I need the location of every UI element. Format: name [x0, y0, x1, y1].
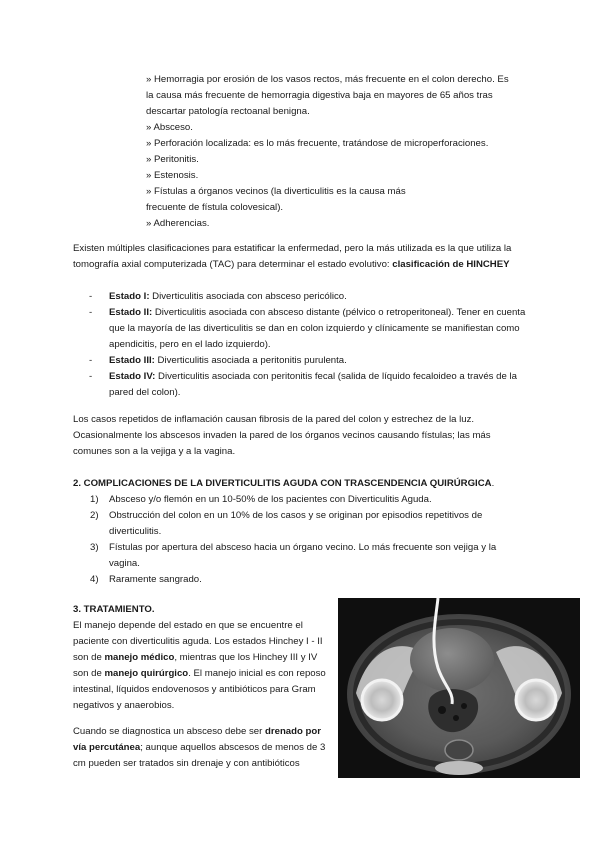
- item-number: 2): [90, 510, 99, 521]
- list-item: [73, 305, 528, 353]
- sacrum: [435, 761, 483, 775]
- list-item: [73, 289, 528, 305]
- section-2-heading: [73, 476, 528, 492]
- section-title: 3. TRATAMIENTO.: [73, 604, 155, 615]
- sublist-line: » Estenosis.: [146, 170, 199, 181]
- stage-text: Diverticulitis asociada con peritonitis fecal (salida de líquido fecaloideo a través de la pared del colon).: [109, 371, 517, 398]
- stage-text: Diverticulitis asociada a peritonitis purulenta.: [154, 355, 347, 366]
- text-run: , mientras que los Hinchey III y IV son de: [73, 652, 318, 679]
- text-run: . El manejo inicial es con reposo intestinal, líquidos endovenosos y antibióticos para Gram negativos y anaerobios.: [73, 668, 326, 711]
- ct-scan-image: [338, 598, 580, 778]
- sublist-line: » Adherencias.: [146, 218, 210, 229]
- dash-bullet: -: [89, 307, 93, 318]
- text-run: ; aunque aquellos abscesos de menos de 3 cm pueden ser tratados sin drenaje y con antibióticos: [73, 742, 326, 769]
- gas-bubble: [453, 715, 459, 721]
- ct-scan-drawing: [338, 598, 580, 778]
- gas-bubble: [438, 706, 446, 714]
- rectum: [445, 740, 473, 760]
- item-text: Fístulas por apertura del absceso hacia un órgano vecino. Lo más frecuente son vejiga y la vagina.: [109, 542, 497, 569]
- sublist-line: frecuente de fístula colovesical).: [146, 202, 284, 213]
- right-femoral-head: [516, 680, 556, 720]
- stage-label: Estado II:: [109, 307, 153, 318]
- list-item: [73, 572, 528, 588]
- dash-bullet: -: [89, 371, 93, 382]
- sublist-line: » Peritonitis.: [146, 154, 199, 165]
- item-text: Absceso y/o flemón en un 10-50% de los pacientes con Diverticulitis Aguda.: [109, 494, 432, 505]
- text-run: Cuando se diagnostica un absceso debe ser: [73, 726, 266, 737]
- surgical-complications-list: [73, 492, 528, 588]
- bold-run: manejo quirúrgico: [104, 668, 189, 679]
- treatment-paragraph-2: [73, 724, 331, 772]
- bold-run: drenado por vía percutánea: [73, 726, 321, 753]
- stage-text: Diverticulitis asociada con absceso pericólico.: [149, 291, 347, 302]
- treatment-paragraph-1: [73, 618, 333, 714]
- section-3-heading: [73, 602, 333, 618]
- intro-text: Existen múltiples clasificaciones para estatificar la enfermedad, pero la más utilizada es la que utiliza la tomografía axial computerizada (TAC) para determinar el estado evolutivo:: [73, 243, 512, 270]
- sublist-line: la causa más frecuente de hemorragia digestiva baja en mayores de 65 años tras: [146, 90, 493, 101]
- section-title: 2. COMPLICACIONES DE LA DIVERTICULITIS AGUDA CON TRASCENDENCIA QUIRÚRGICA: [73, 478, 492, 489]
- stage-label: Estado III:: [109, 355, 155, 366]
- intro-bold: clasificación de HINCHEY: [392, 259, 510, 270]
- item-text: Obstrucción del colon en un 10% de los casos y se originan por episodios repetitivos de diverticulitis.: [109, 510, 483, 537]
- item-text: Raramente sangrado.: [109, 574, 202, 585]
- list-item: [73, 492, 528, 508]
- classification-intro: [73, 241, 528, 273]
- item-number: 3): [90, 542, 99, 553]
- dash-bullet: -: [89, 291, 93, 302]
- bladder: [410, 628, 494, 692]
- stage-label: Estado IV:: [109, 371, 156, 382]
- left-femoral-head: [362, 680, 402, 720]
- list-item: [73, 369, 528, 401]
- dash-bullet: -: [89, 355, 93, 366]
- complications-sublist: [146, 72, 526, 232]
- text-run: El manejo depende del estado en que se encuentre el paciente con diverticulitis aguda. Los estados Hinchey I - II son de: [73, 620, 323, 663]
- stage-label: Estado I:: [109, 291, 150, 302]
- hinchey-stage-list: [73, 289, 528, 401]
- sublist-line: » Absceso.: [146, 122, 193, 133]
- list-item: [73, 353, 528, 369]
- gas-bubble: [461, 703, 467, 709]
- sublist-line: » Fístulas a órganos vecinos (la diverticulitis es la causa más: [146, 186, 406, 197]
- stage-text: Diverticulitis asociada con absceso distante (pélvico o retroperitoneal). Tener en cuenta que la mayoría de las diverticulitis se dan en colon izquierdo y clínicamente se manifiestan como apendicitis, pero en el lado izquierdo).: [109, 307, 526, 350]
- sublist-line: » Perforación localizada: es lo más frecuente, tratándose de microperforaciones.: [146, 138, 489, 149]
- fibrosis-paragraph: Los casos repetidos de inflamación causan fibrosis de la pared del colon y estrechez de la luz. Ocasionalmente los abscesos invaden la pared de los órganos vecinos causando fístulas; las más comunes son a la vejiga y a la vagina.: [73, 414, 491, 457]
- list-item: [73, 508, 528, 540]
- list-item: [73, 540, 528, 572]
- item-number: 4): [90, 574, 99, 585]
- item-number: 1): [90, 494, 99, 505]
- section-title-period: .: [491, 478, 495, 489]
- bold-run: manejo médico: [104, 652, 175, 663]
- sublist-line: » Hemorragia por erosión de los vasos rectos, más frecuente en el colon derecho. Es: [146, 74, 509, 85]
- sublist-line: descartar patología rectoanal benigna.: [146, 106, 310, 117]
